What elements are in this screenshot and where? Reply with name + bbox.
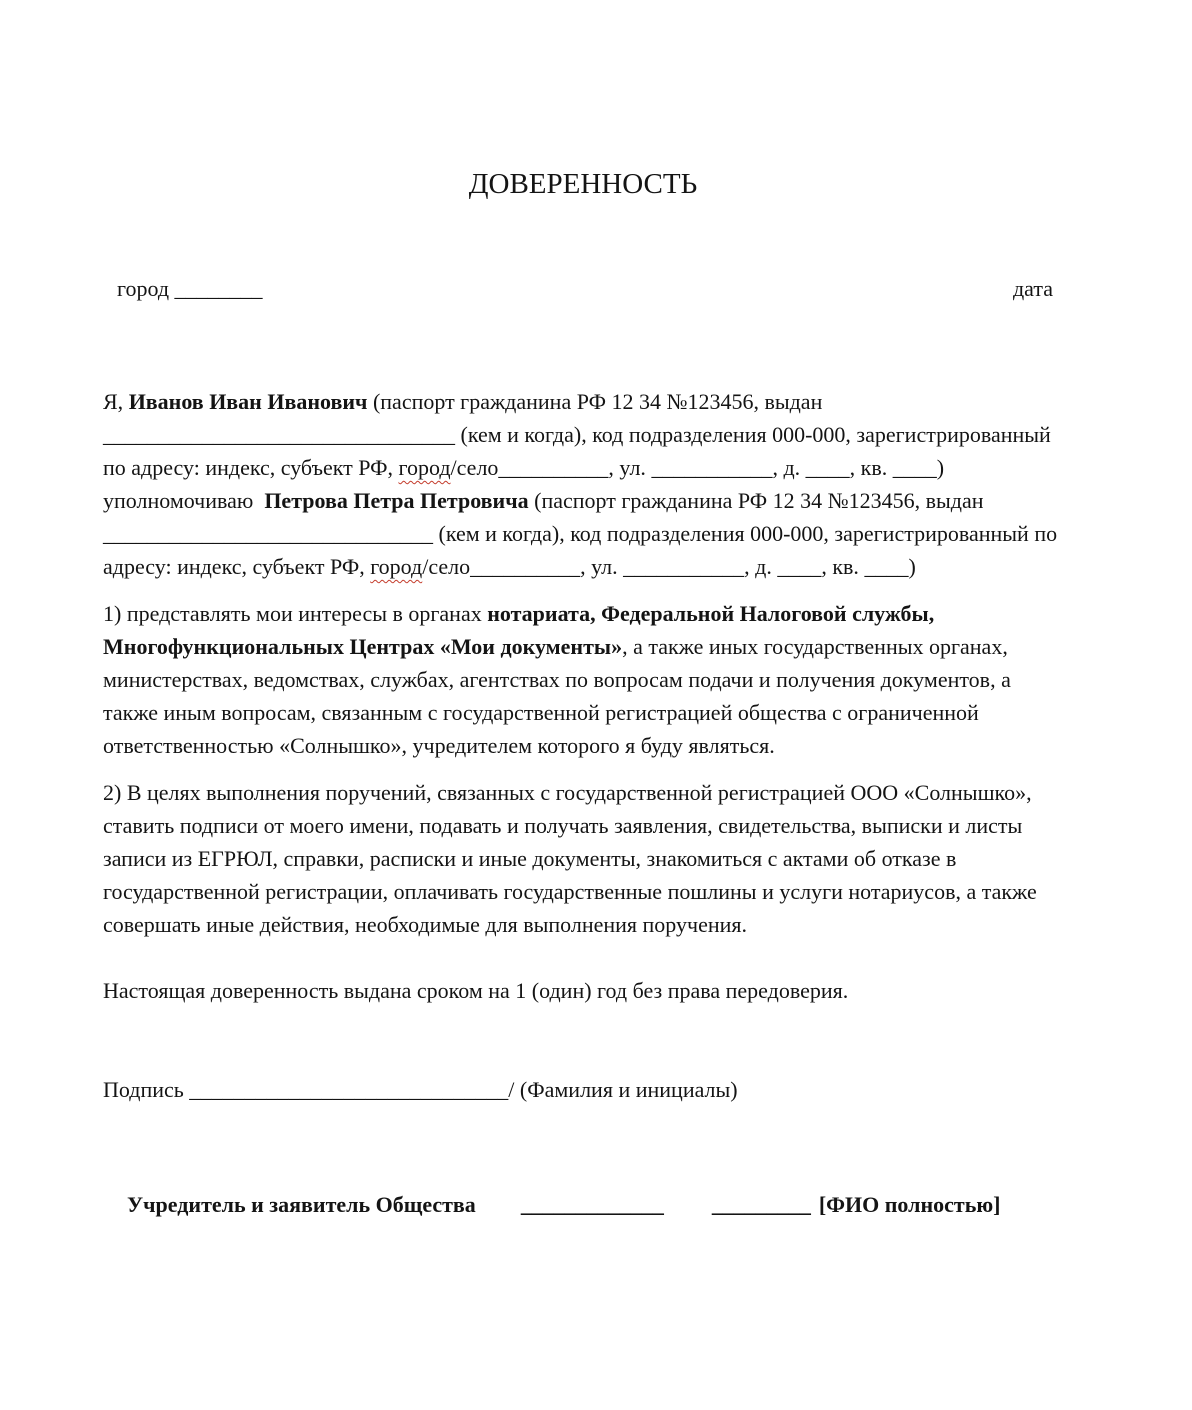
misspelled-word: город <box>370 554 423 579</box>
signature-suffix: / (Фамилия и инициалы) <box>508 1077 738 1102</box>
attorney-name: Петрова Петра Петровича <box>264 488 529 513</box>
signature-label: Подпись <box>103 1077 190 1102</box>
blank-field: ____ <box>892 455 937 480</box>
blank-field: ____ <box>805 455 850 480</box>
text-run: , д. <box>744 554 778 579</box>
city-field <box>103 272 263 305</box>
text-run: (паспорт гражданина РФ 12 34 №123456, выдан <box>367 389 823 414</box>
founder-line <box>103 1188 1063 1221</box>
blank-field: ________________________________ <box>103 422 455 447</box>
text-run: , а также иных государственных органах, министерствах, ведомствах, службах, агентствах по вопросам подачи и получения документов, а также иным вопросам, связанным с государственной регистрацией общества с ограниченной ответственностью «Солнышко», учредителем которого я буду являться. <box>103 634 1011 758</box>
founder-blank-field-1: _____________ <box>520 1192 664 1217</box>
blank-field: ____ <box>864 554 909 579</box>
intro-paragraph <box>103 385 1063 583</box>
powers-clause-2: 2) В целях выполнения поручений, связанных с государственной регистрацией ООО «Солнышко», ставить подписи от моего имени, подавать и получать заявления, свидетельства, выписки и листы записи из ЕГРЮЛ, справки, расписки и иные документы, знакомиться с актами об отказе в государственной регистрации, оплачивать государственные пошлины и услуги нотариусов, а также совершать иные действия, необходимые для выполнения поручения. <box>103 780 1037 937</box>
principal-name: Иванов Иван Иванович <box>128 389 368 414</box>
text-run: /село <box>450 455 499 480</box>
text-run: (паспорт гражданина РФ 12 34 №123456, выдан <box>528 488 984 513</box>
city-label: город <box>117 276 170 301</box>
text-run: (кем и когда), код подразделения 000-000, зарегистрированный по адресу: индекс, субъект РФ, <box>103 521 1058 579</box>
powers-clause-1 <box>103 597 1063 762</box>
signature-line <box>103 1073 1063 1106</box>
blank-field: __________ <box>470 554 581 579</box>
blank-field: ___________ <box>623 554 745 579</box>
signature-blank-field: _____________________________ <box>189 1077 509 1102</box>
text-run: /село <box>422 554 471 579</box>
blank-field: ___________ <box>651 455 773 480</box>
text-run: (кем и когда), код подразделения 000-000, зарегистрированный по адресу: индекс, субъект РФ, <box>103 422 1051 480</box>
blank-field: ______________________________ <box>103 521 433 546</box>
text-run: , ул. <box>608 455 652 480</box>
text-run: ) <box>908 554 916 579</box>
misspelled-word: город <box>398 455 451 480</box>
date-label: дата <box>1012 276 1053 301</box>
blank-field: ____ <box>777 554 822 579</box>
founder-fio-label: [ФИО полностью] <box>818 1192 1001 1217</box>
founder-label: Учредитель и заявитель Общества <box>127 1192 476 1217</box>
text-run: Я, <box>103 389 129 414</box>
document-title: ДОВЕРЕННОСТЬ <box>468 168 698 200</box>
text-run: 1) представлять мои интересы в органах <box>103 601 488 626</box>
term-paragraph: Настоящая доверенность выдана сроком на 1 (один) год без права передоверия. <box>103 978 849 1003</box>
text-run: , ул. <box>580 554 624 579</box>
city-date-row <box>103 272 1063 305</box>
text-run: , кв. <box>849 455 893 480</box>
text-run: , кв. <box>821 554 865 579</box>
founder-blank-field-2: _________ <box>711 1192 811 1217</box>
text-run: ) уполномочиваю <box>103 455 945 513</box>
blank-field: __________ <box>498 455 609 480</box>
authorities-list: нотариата, Федеральной Налоговой службы, Многофункциональных Центрах «Мои документы» <box>103 601 935 659</box>
city-blank-field: ________ <box>174 276 263 301</box>
text-run: , д. <box>772 455 806 480</box>
